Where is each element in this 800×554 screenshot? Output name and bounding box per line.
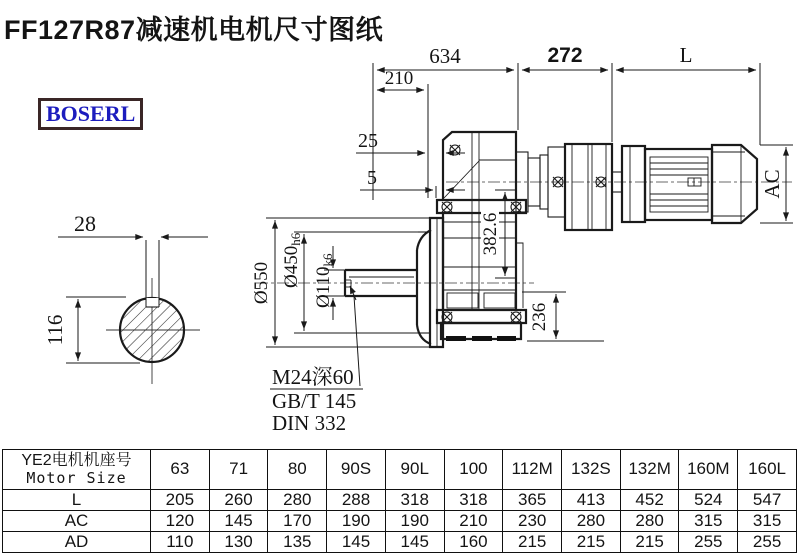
table-header-motor-size	[3, 450, 151, 490]
dim-116: 116	[43, 314, 67, 346]
table-cell: 120	[151, 511, 210, 532]
table-cell: 145	[327, 532, 386, 553]
dim-L: L	[679, 43, 693, 67]
size-column-header: 112M	[503, 450, 562, 490]
table-row	[3, 511, 797, 532]
table-cell: 110	[151, 532, 210, 553]
bolt-symbols	[442, 145, 606, 322]
diameter-dimensions	[251, 218, 430, 347]
table-cell: 318	[385, 490, 444, 511]
dim-382: 382.6	[480, 212, 501, 256]
table-cell: 280	[562, 511, 621, 532]
table-cell: 524	[679, 490, 738, 511]
table-cell: 255	[738, 532, 797, 553]
table-cell: 255	[679, 532, 738, 553]
note-thread: M24深60	[272, 365, 354, 389]
table-cell: 145	[385, 532, 444, 553]
motor-size-table-body	[3, 450, 797, 553]
size-column-header: 90L	[385, 450, 444, 490]
dim-236: 236	[529, 302, 550, 332]
dim-25: 25	[358, 130, 378, 152]
dim-5: 5	[367, 167, 377, 189]
header-en: Motor Size	[26, 469, 127, 488]
row-label: AD	[3, 532, 151, 553]
table-cell: 230	[503, 511, 562, 532]
table-cell: 315	[738, 511, 797, 532]
table-cell: 215	[620, 532, 679, 553]
table-cell: 547	[738, 490, 797, 511]
dim-210: 210	[384, 68, 414, 89]
size-column-header: 160M	[679, 450, 738, 490]
note-std1: GB/T 145	[272, 389, 357, 413]
table-cell: 210	[444, 511, 503, 532]
size-column-header: 71	[209, 450, 268, 490]
table-cell: 135	[268, 532, 327, 553]
dim-dia110: Ø110k6	[313, 253, 335, 308]
motor-adapter	[540, 144, 622, 230]
top-dimensions	[356, 43, 760, 200]
size-column-header: 160L	[738, 450, 797, 490]
motor-size-table	[2, 449, 797, 553]
page-title: FF127R87减速机电机尺寸图纸	[4, 15, 384, 45]
row-label: L	[3, 490, 151, 511]
table-cell: 318	[444, 490, 503, 511]
brand-logo: BOSERL	[38, 98, 143, 130]
table-cell: 452	[620, 490, 679, 511]
shaft-cross-section	[43, 211, 208, 363]
fan-cowl	[712, 145, 757, 223]
table-cell: 260	[209, 490, 268, 511]
row-label: AC	[3, 511, 151, 532]
table-cell: 413	[562, 490, 621, 511]
table-row	[3, 490, 797, 511]
table-cell: 215	[503, 532, 562, 553]
table-row	[3, 532, 797, 553]
header-cn: YE2电机机座号	[21, 452, 132, 470]
table-cell: 280	[268, 490, 327, 511]
dim-634: 634	[429, 44, 461, 68]
table-cell: 215	[562, 532, 621, 553]
size-column-header: 63	[151, 450, 210, 490]
table-cell: 130	[209, 532, 268, 553]
size-column-header: 132M	[620, 450, 679, 490]
table-cell: 315	[679, 511, 738, 532]
size-column-header: 90S	[327, 450, 386, 490]
dim-28: 28	[74, 211, 96, 236]
table-cell: 365	[503, 490, 562, 511]
table-cell: 160	[444, 532, 503, 553]
size-column-header: 80	[268, 450, 327, 490]
table-cell: 288	[327, 490, 386, 511]
size-column-header: 132S	[562, 450, 621, 490]
note-std2: DIN 332	[272, 411, 347, 435]
table-header-row	[3, 450, 797, 490]
size-column-header: 100	[444, 450, 503, 490]
output-flange	[417, 218, 443, 347]
table-cell: 190	[385, 511, 444, 532]
table-cell: 190	[327, 511, 386, 532]
dim-272: 272	[547, 44, 583, 67]
table-cell: 205	[151, 490, 210, 511]
table-cell: 170	[268, 511, 327, 532]
dim-dia450: Ø450h6	[281, 232, 303, 288]
table-cell: 280	[620, 511, 679, 532]
motor	[622, 145, 757, 223]
dim-AC: AC	[760, 169, 784, 199]
table-cell: 145	[209, 511, 268, 532]
dim-dia550: Ø550	[251, 261, 272, 305]
